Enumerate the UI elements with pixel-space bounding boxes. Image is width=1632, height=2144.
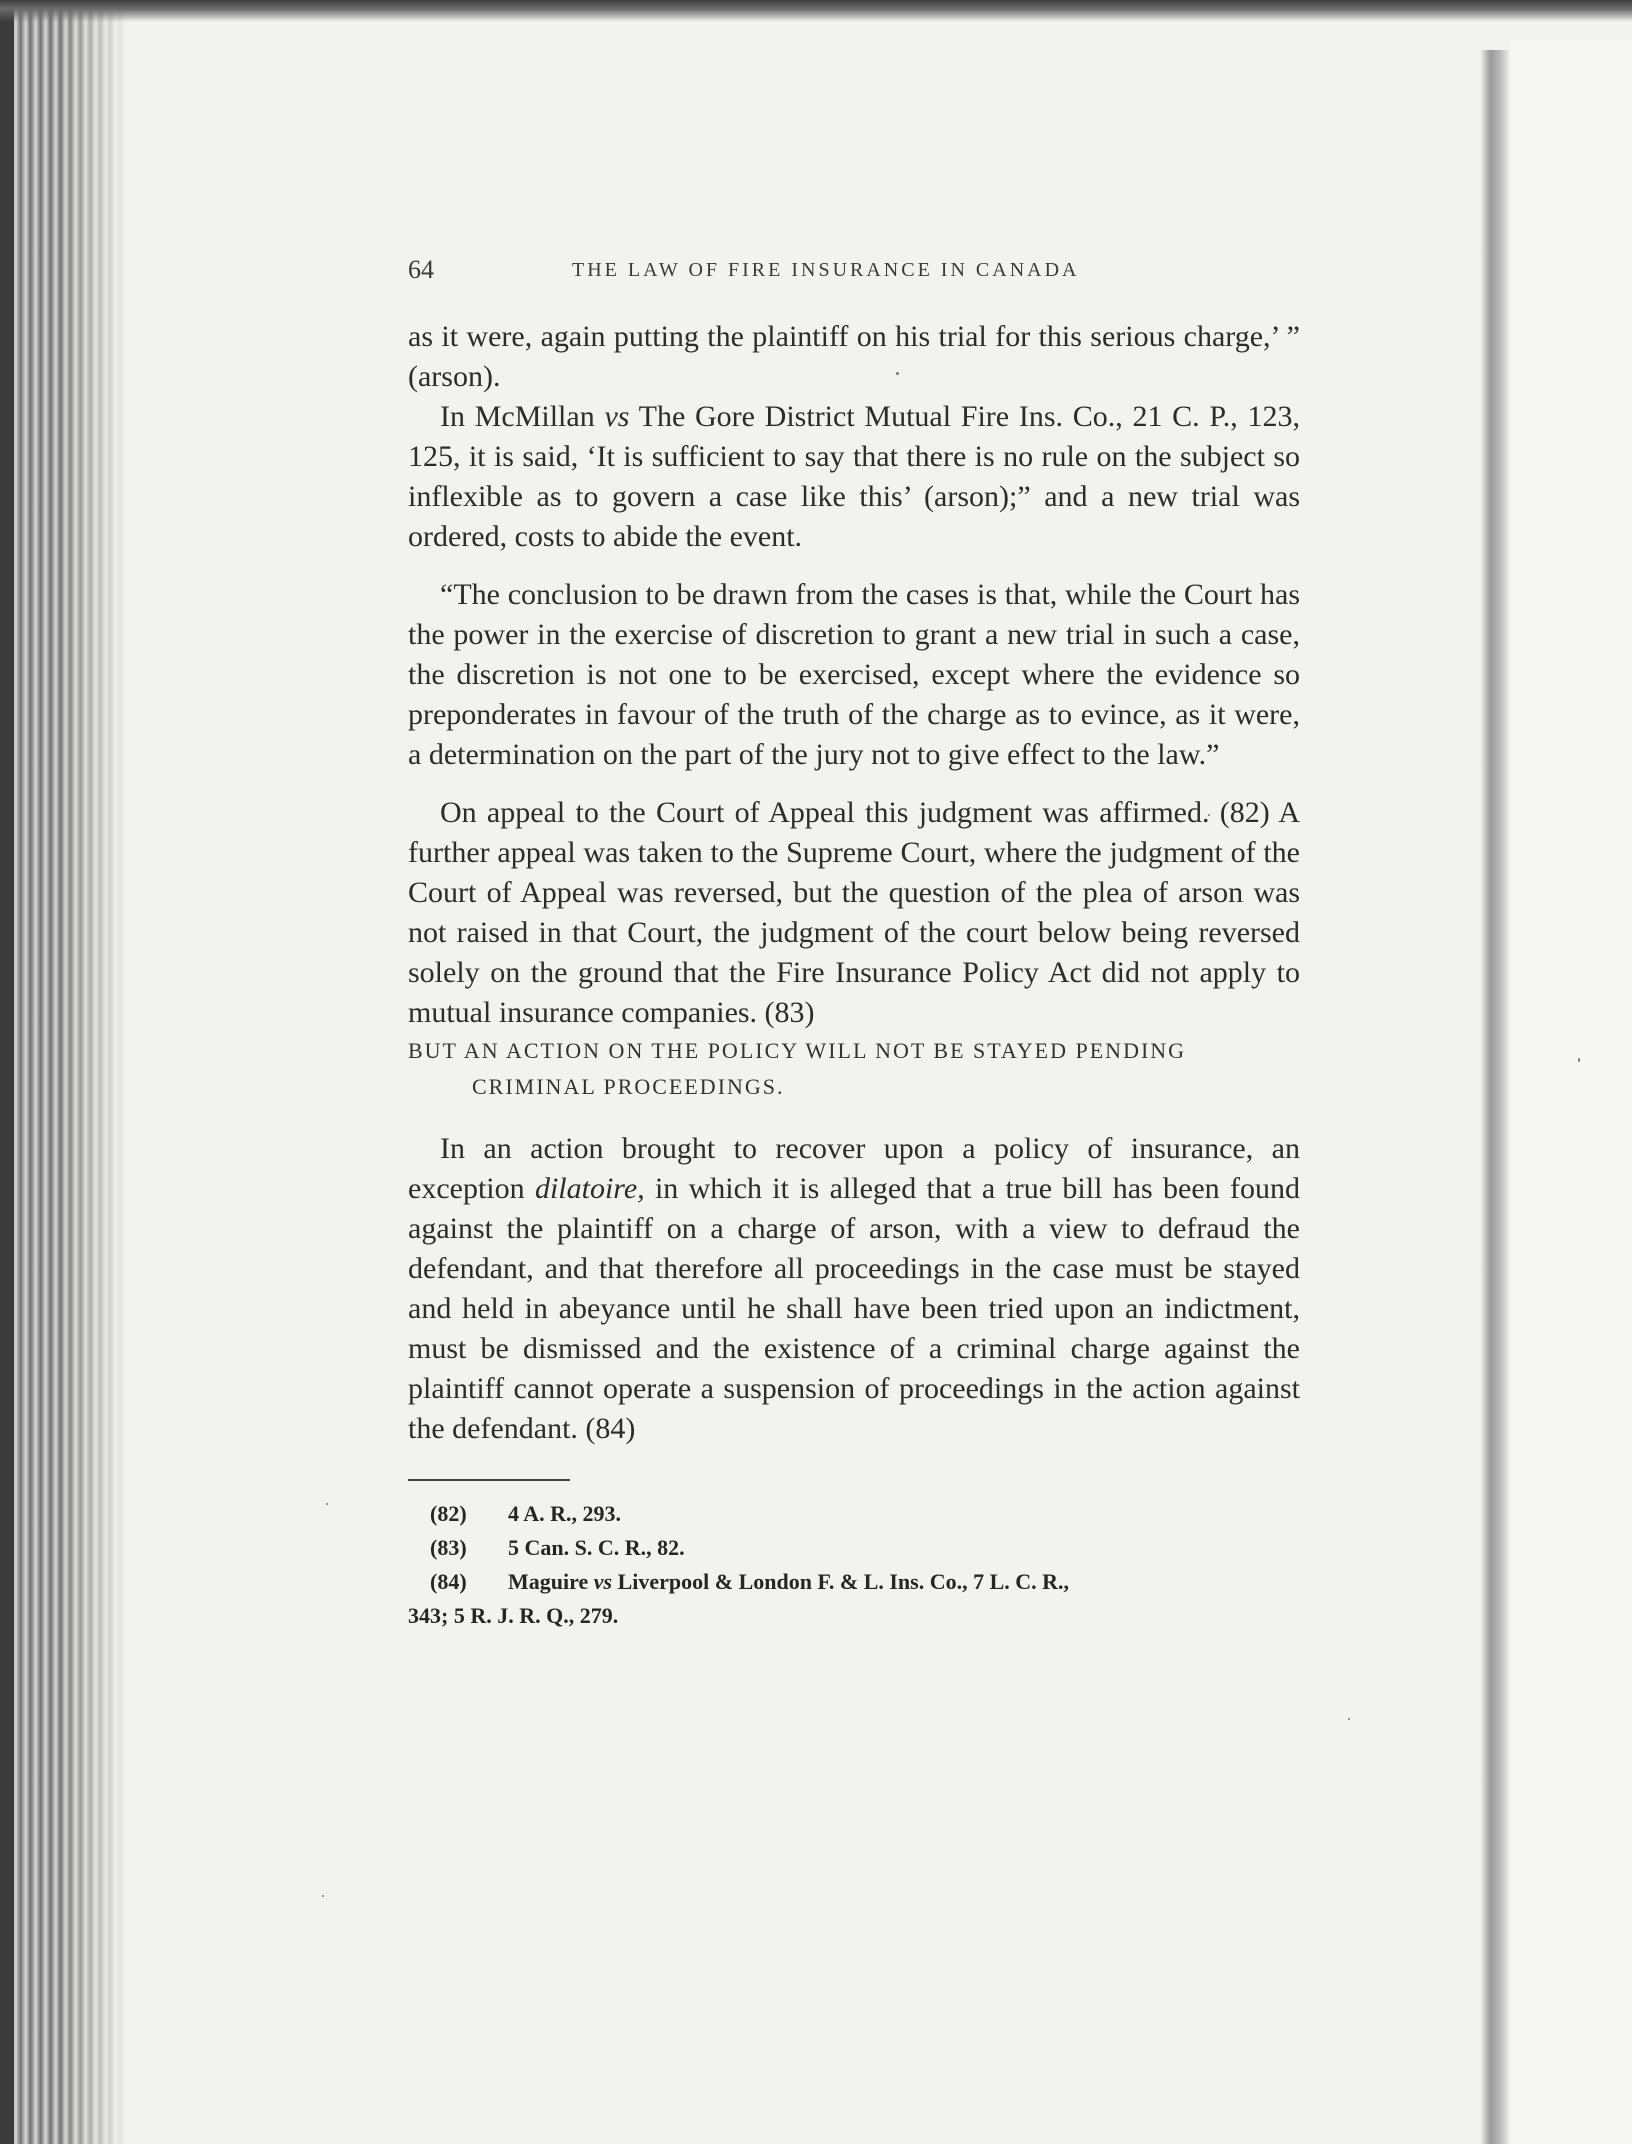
versus-abbrev: vs bbox=[593, 1569, 613, 1594]
text-run: in which it is alleged that a true bill has been found against the plaintiff on a charge of arson, with a view to defraud the defendant, and that therefore all proceedings in the case must be stayed and held in abeyance until he shall have been tried upon an indictment, must be dismissed and the existence of a criminal charge against the plaintiff cannot operate a suspension of proceedings in the action against the defendant. (84) bbox=[408, 1172, 1300, 1445]
versus-abbrev: vs bbox=[604, 400, 630, 433]
footnote-82 bbox=[408, 1497, 1300, 1531]
italic-term: dilatoire, bbox=[534, 1172, 645, 1205]
book-page bbox=[408, 255, 1300, 1633]
footnote-text: 5 Can. S. C. R., 82. bbox=[508, 1535, 685, 1560]
body-text bbox=[408, 317, 1300, 1449]
running-head bbox=[408, 255, 1300, 295]
footnote-text: 4 A. R., 293. bbox=[508, 1501, 622, 1526]
page-edge-fade bbox=[60, 0, 140, 2144]
scan-border-left bbox=[0, 0, 14, 2144]
dust-speck bbox=[326, 1503, 328, 1505]
section-heading: BUT AN ACTION ON THE POLICY WILL NOT BE STAYED PENDING CRIMINAL PROCEEDINGS. bbox=[408, 1038, 1187, 1099]
book-gutter-shadow bbox=[1480, 50, 1510, 2144]
footnote-divider bbox=[408, 1479, 570, 1481]
running-title: THE LAW OF FIRE INSURANCE IN CANADA bbox=[572, 259, 1080, 281]
facing-page bbox=[1510, 40, 1632, 2144]
footnote-number: (83) bbox=[430, 1535, 467, 1560]
page-number: 64 bbox=[408, 255, 434, 284]
footnote-text: Liverpool & London F. & L. Ins. Co., 7 L. C. R., bbox=[612, 1569, 1070, 1594]
paragraph-quotation: “The conclusion to be drawn from the cases is that, while the Court has the power in the exercise of discretion to grant a new trial in such a case, the discretion is not one to be exercised, except where the evidence so preponderates in favour of the truth of the charge as to evince, as it were, a determination on the part of the jury not to give effect to the law.” bbox=[408, 578, 1300, 771]
paragraph-appeal: On appeal to the Court of Appeal this judgment was affirmed. (82) A further appeal was taken to the Supreme Court, where the judgment of the Court of Appeal was reversed, but the question of the plea of arson was not raised in that Court, the judgment of the court below being reversed solely on the ground that the Fire Insurance Policy Act did not apply to mutual insurance companies. (83) bbox=[408, 796, 1300, 1029]
footnotes bbox=[408, 1497, 1300, 1633]
footnote-text: Maguire bbox=[508, 1569, 594, 1594]
footnote-84-continuation: 343; 5 R. J. R. Q., 279. bbox=[408, 1603, 619, 1628]
footnote-number: (82) bbox=[430, 1501, 467, 1526]
text-run: In McMillan bbox=[440, 400, 605, 433]
footnote-number: (84) bbox=[430, 1569, 467, 1594]
footnote-83 bbox=[408, 1531, 1300, 1565]
text-run: In an action brought to recover upon a policy of insurance, an exception bbox=[408, 1132, 1300, 1205]
footnote-84 bbox=[408, 1565, 1300, 1599]
paragraph-dilatoire bbox=[408, 1129, 1300, 1449]
dust-speck bbox=[322, 1895, 324, 1897]
dust-speck bbox=[1578, 1058, 1580, 1062]
paragraph-continuation: as it were, again putting the plaintiff on his trial for this serious charge,’ ” (arson). bbox=[408, 320, 1300, 393]
paragraph-mcmillan-case bbox=[408, 397, 1300, 557]
dust-speck bbox=[1348, 1718, 1350, 1720]
text-run: The Gore District Mutual Fire Ins. Co., 21 C. P., 123, 125, it is said, ‘It is sufficient to say that there is no rule on the subject so inflexible as to govern a case like this’ (arson);” and a new trial was ordered, costs to abide the event. bbox=[408, 400, 1300, 553]
scan-border-top bbox=[0, 0, 1632, 22]
